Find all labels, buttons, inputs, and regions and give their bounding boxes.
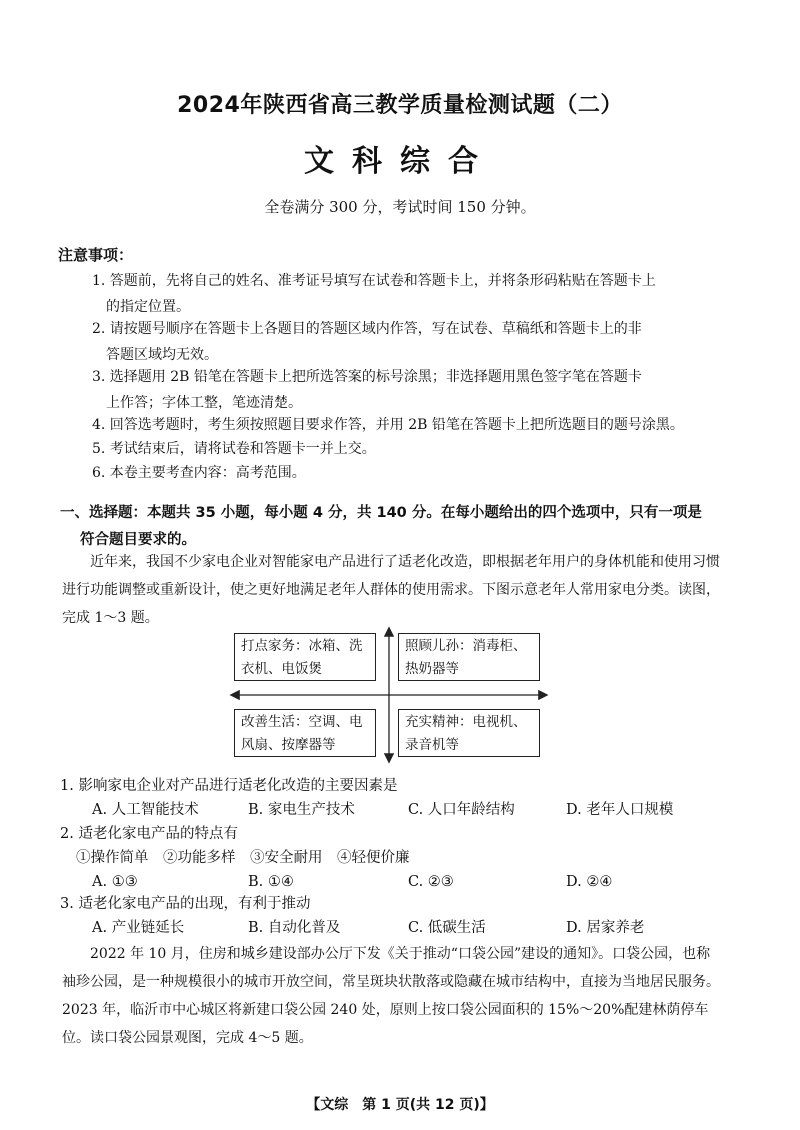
option: D. 居家养老 [566, 920, 645, 936]
question-2-statements: ①操作简单 ②功能多样 ③安全耐用 ④轻便价廉 [76, 850, 410, 866]
page-footer: 【文综 第 1 页(共 12 页)】 [306, 1097, 494, 1113]
option: A. ①③ [92, 874, 138, 890]
option: A. 人工智能技术 [92, 802, 199, 818]
question-2-stem: 2. 适老化家电产品的特点有 [60, 826, 238, 842]
option: B. ①④ [248, 874, 294, 890]
notice-heading: 注意事项： [58, 246, 134, 264]
option: C. 人口年龄结构 [408, 802, 515, 818]
option: D. ②④ [566, 874, 613, 890]
box-childcare: 照顾儿孙：消毒柜、热奶器等 [398, 633, 540, 681]
option: C. ②③ [408, 874, 454, 890]
passage-1: 近年来，我国不少家电企业对智能家电产品进行了适老化改造，即根据老年用户的身体机能和使用习惯进行功能调整或重新设计，使之更好地满足老年人群体的使用需求。下图示意老年人常用家电分类。读图，完成 1～3 题。 [62, 554, 720, 626]
option: B. 家电生产技术 [248, 802, 355, 818]
notice-item: 6. 本卷主要考查内容：高考范围。 [92, 465, 306, 481]
appliance-diagram [228, 625, 550, 765]
box-spirit: 充实精神：电视机、录音机等 [398, 709, 540, 757]
subject-title: 文科综合 [304, 144, 496, 179]
option: A. 产业链延长 [92, 920, 185, 936]
question-1-stem: 1. 影响家电企业对产品进行适老化改造的主要因素是 [60, 778, 398, 794]
notice-item: 1. 答题前，先将自己的姓名、准考证号填写在试卷和答题卡上，并将条形码粘贴在答题卡上 的指定位置。 [92, 273, 656, 315]
section-heading: 一、选择题：本题共 35 小题，每小题 4 分，共 140 分。在每小题给出的四个选项中，只有一项是 符合题目要求的。 [60, 505, 702, 548]
notice-item: 2. 请按题号顺序在答题卡上各题目的答题区域内作答，写在试卷、草稿纸和答题卡上的非 答题区域均无效。 [92, 321, 642, 363]
question-3-stem: 3. 适老化家电产品的出现，有利于推动 [60, 896, 311, 912]
option: C. 低碳生活 [408, 920, 486, 936]
full-mark-note: 全卷满分 300 分，考试时间 150 分钟。 [264, 198, 536, 216]
notice-item: 5. 考试结束后，请将试卷和答题卡一并上交。 [92, 441, 376, 457]
notice-item: 3. 选择题用 2B 铅笔在答题卡上把所选答案的标号涂黑；非选择题用黑色签字笔在答题卡 上作答；字体工整，笔迹清楚。 [92, 369, 642, 411]
option: B. 自动化普及 [248, 920, 341, 936]
box-life: 改善生活：空调、电风扇、按摩器等 [234, 709, 376, 757]
option: D. 老年人口规模 [566, 802, 674, 818]
box-housework: 打点家务：冰箱、洗衣机、电饭煲 [234, 633, 376, 681]
notice-item: 4. 回答选考题时，考生须按照题目要求作答，并用 2B 铅笔在答题卡上把所选题目的题号涂黑。 [92, 417, 684, 433]
exam-title: 2024年陕西省高三教学质量检测试题（二） [177, 93, 623, 118]
passage-2: 2022 年 10 月，住房和城乡建设部办公厅下发《关于推动“口袋公园”建设的通知》。口袋公园，也称袖珍公园，是一种规模很小的城市开放空间，常呈斑块状散落或隐藏在城市结构中，直接为当地居民服务。2023 年，临沂市中心城区将新建口袋公园 240 处，原则上按口袋公园面积的 15%～20%配建林荫停车位。读口袋公园景观图，完成 4～5 题。 [62, 946, 720, 1046]
